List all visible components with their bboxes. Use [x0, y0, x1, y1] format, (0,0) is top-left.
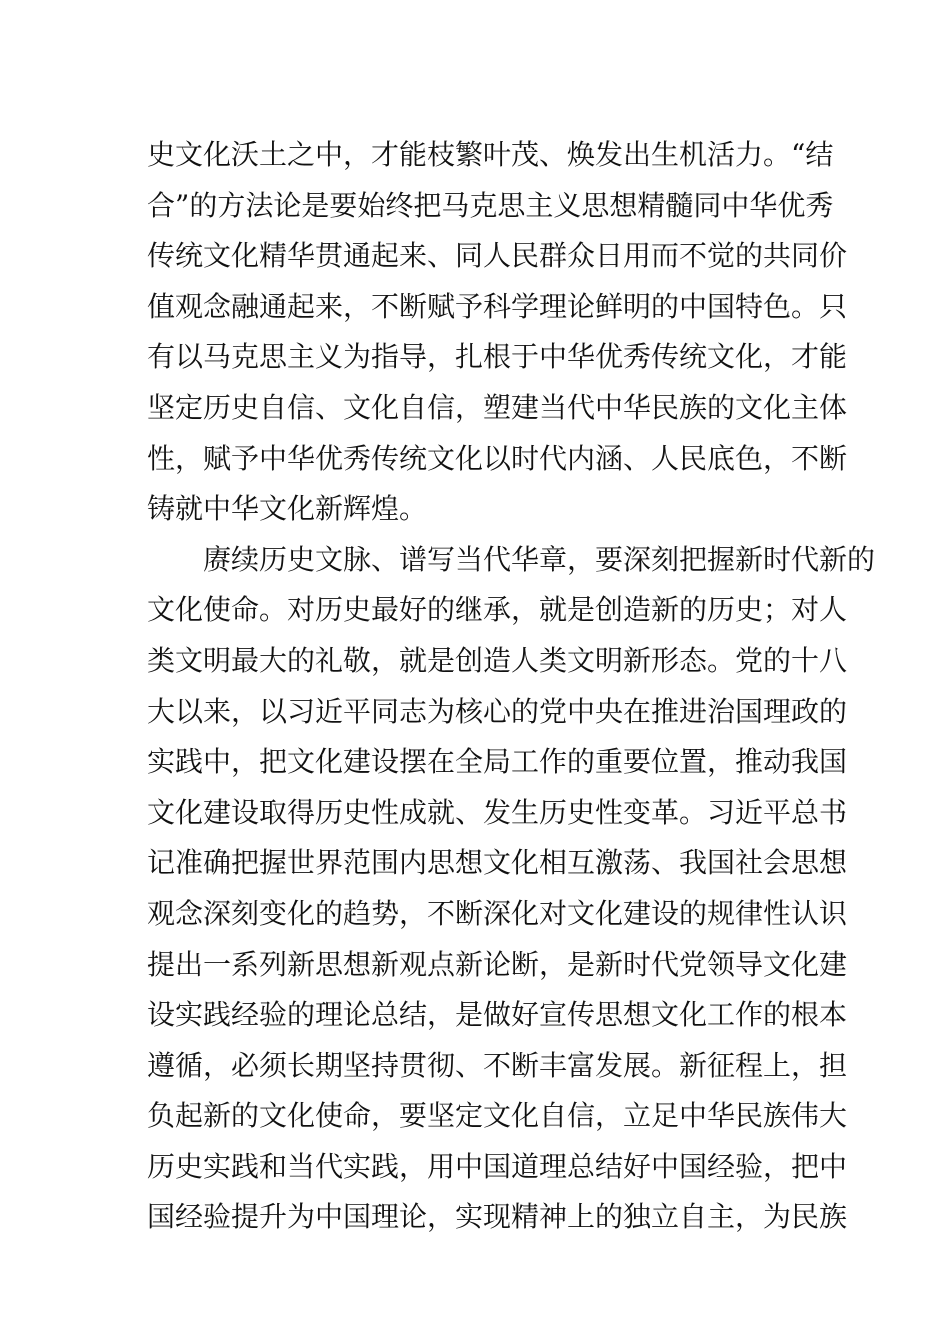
text-line: 文化使命。对历史最好的继承，就是创造新的历史；对人: [147, 593, 848, 627]
text-line: 传统文化精华贯通起来、同人民群众日用而不觉的共同价: [147, 239, 848, 273]
paragraph-1: [147, 130, 848, 535]
text-line: 负起新的文化使命，要坚定文化自信，立足中华民族伟大: [147, 1099, 848, 1133]
text-line: 大以来，以习近平同志为核心的党中央在推进治国理政的: [147, 694, 848, 728]
text-line: 铸就中华文化新辉煌。: [147, 492, 428, 526]
text-line: 观念深刻变化的趋势，不断深化对文化建设的规律性认识: [147, 896, 848, 930]
text-line: 性，赋予中华优秀传统文化以时代内涵、人民底色，不断: [147, 441, 848, 475]
text-line: 遵循，必须长期坚持贯彻、不断丰富发展。新征程上，担: [147, 1048, 848, 1082]
text-line: 国经验提升为中国理论，实现精神上的独立自主，为民族: [147, 1200, 848, 1234]
text-line: 史文化沃土之中，才能枝繁叶茂、焕发出生机活力。“结: [147, 138, 834, 171]
text-line: 实践中，把文化建设摆在全局工作的重要位置，推动我国: [147, 745, 848, 779]
text-line: 有以马克思主义为指导，扎根于中华优秀传统文化，才能: [147, 340, 848, 374]
text-line: 坚定历史自信、文化自信，塑建当代中华民族的文化主体: [147, 390, 848, 424]
text-line: 值观念融通起来，不断赋予科学理论鲜明的中国特色。只: [147, 289, 848, 323]
body-text: [147, 130, 876, 1243]
text-line: 记准确把握世界范围内思想文化相互激荡、我国社会思想: [147, 846, 848, 880]
paragraph-2: [147, 535, 876, 1243]
text-line: 合”的方法论是要始终把马克思主义思想精髓同中华优秀: [147, 188, 834, 222]
text-line: 提出一系列新思想新观点新论断，是新时代党领导文化建: [147, 947, 848, 981]
text-line: 历史实践和当代实践，用中国道理总结好中国经验，把中: [147, 1149, 848, 1183]
text-line: 设实践经验的理论总结，是做好宣传思想文化工作的根本: [147, 998, 848, 1032]
text-line: 赓续历史文脉、谱写当代华章，要深刻把握新时代新的: [203, 542, 876, 576]
text-line: 文化建设取得历史性成就、发生历史性变革。习近平总书: [147, 795, 848, 829]
text-line: 类文明最大的礼敬，就是创造人类文明新形态。党的十八: [147, 643, 848, 677]
